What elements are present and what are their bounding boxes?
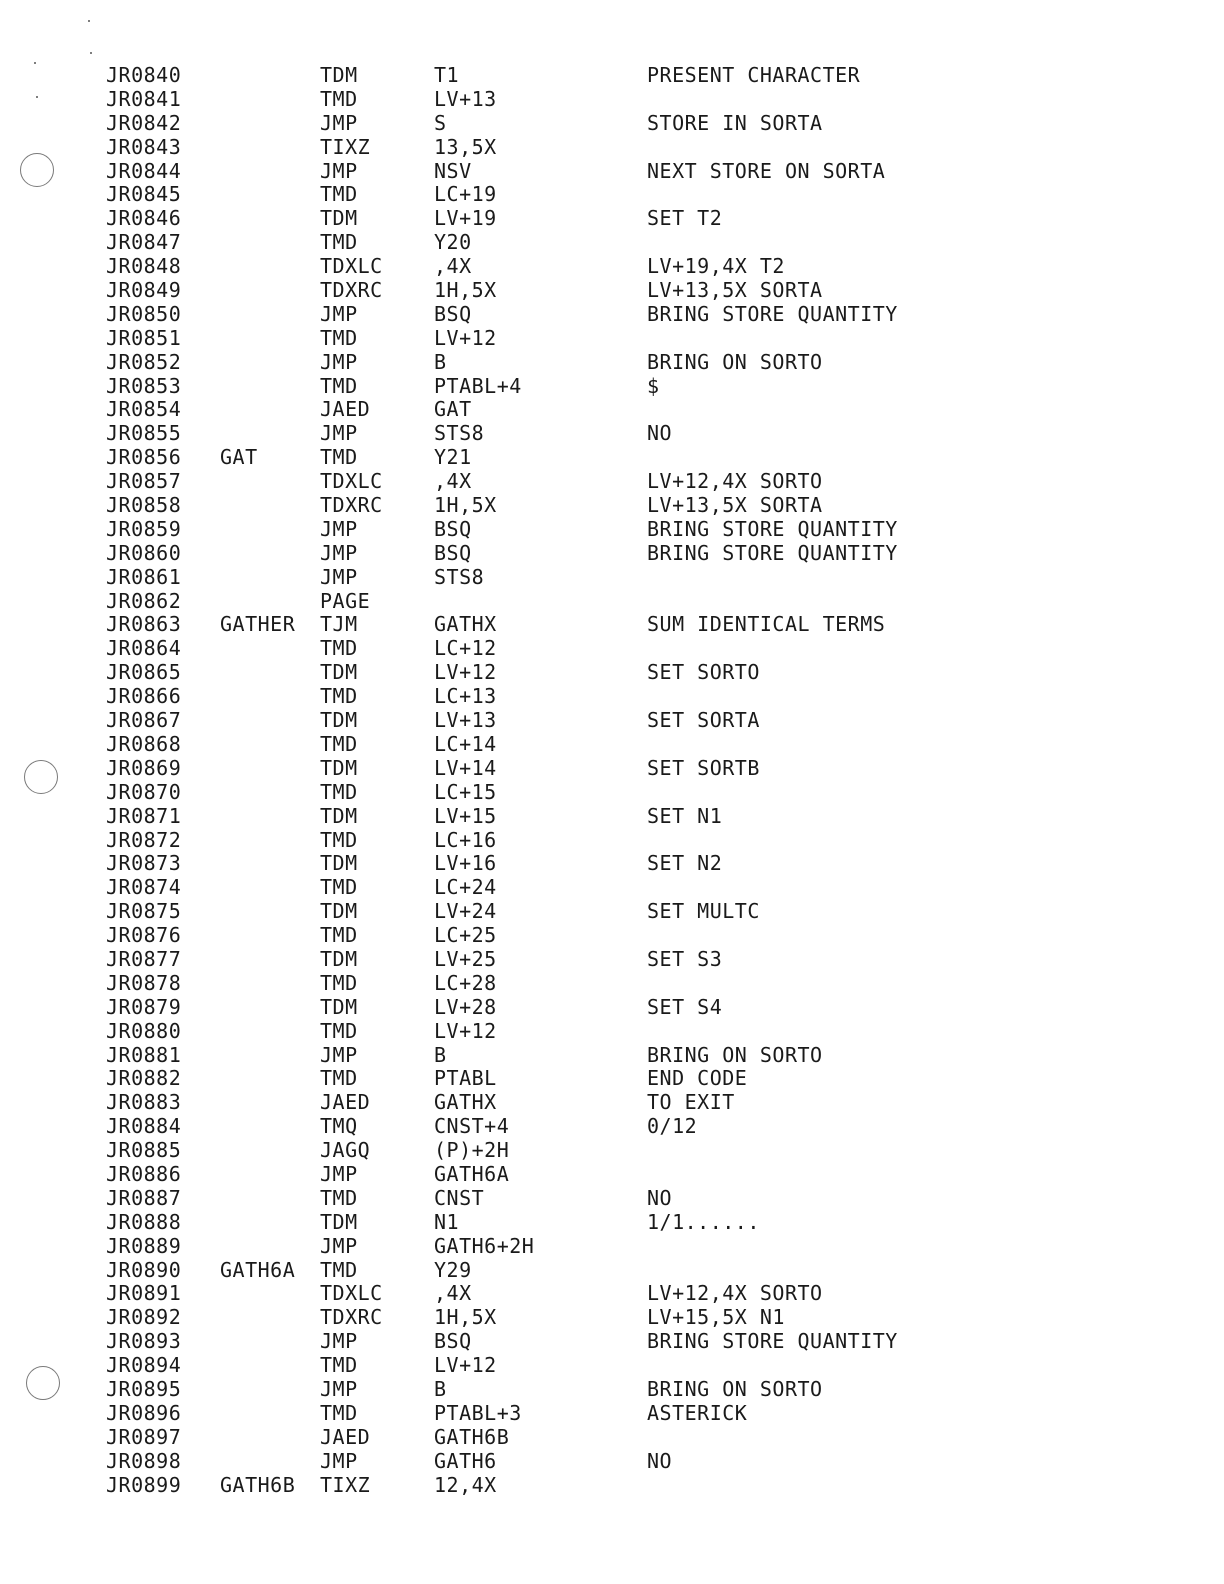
- sequence-number: JR0843: [106, 134, 182, 159]
- opcode: TMD: [320, 86, 358, 111]
- comment: BRING STORE QUANTITY: [647, 516, 898, 541]
- operand: LV+24: [434, 899, 497, 924]
- opcode: TDXRC: [320, 1305, 383, 1330]
- operand: LC+25: [434, 923, 497, 948]
- comment: BRING ON SORTO: [647, 349, 823, 374]
- sequence-number: JR0887: [106, 1185, 182, 1210]
- operand: LV+25: [434, 946, 497, 971]
- sequence-number: JR0858: [106, 493, 182, 518]
- operand: LC+24: [434, 875, 497, 900]
- symbol-label: GATHER: [220, 612, 296, 637]
- comment: NO: [647, 421, 673, 446]
- sequence-number: JR0897: [106, 1424, 182, 1449]
- operand: LC+28: [434, 970, 497, 995]
- opcode: TDM: [320, 994, 358, 1019]
- comment: BRING STORE QUANTITY: [647, 1329, 898, 1354]
- sequence-number: JR0869: [106, 755, 182, 780]
- sequence-number: JR0883: [106, 1090, 182, 1115]
- sequence-number: JR0846: [106, 206, 182, 231]
- sequence-number: JR0847: [106, 230, 182, 255]
- operand: LV+14: [434, 755, 497, 780]
- scan-speck: [36, 96, 38, 98]
- opcode: TIXZ: [320, 1472, 371, 1497]
- operand: BSQ: [434, 540, 472, 565]
- opcode: JMP: [320, 158, 358, 183]
- sequence-number: JR0892: [106, 1305, 182, 1330]
- opcode: TIXZ: [320, 134, 371, 159]
- operand: 12,4X: [434, 1472, 497, 1497]
- sequence-number: JR0870: [106, 779, 182, 804]
- opcode: JMP: [320, 1161, 358, 1186]
- operand: LV+28: [434, 994, 497, 1019]
- sequence-number: JR0855: [106, 421, 182, 446]
- sequence-number: JR0891: [106, 1281, 182, 1306]
- opcode: TDM: [320, 660, 358, 685]
- opcode: TMD: [320, 445, 358, 470]
- punch-hole-bottom: [26, 1366, 60, 1400]
- operand: LV+16: [434, 851, 497, 876]
- opcode: TDM: [320, 708, 358, 733]
- scan-speck: [88, 20, 90, 22]
- opcode: TMD: [320, 875, 358, 900]
- sequence-number: JR0841: [106, 86, 182, 111]
- operand: Y21: [434, 445, 472, 470]
- opcode: JMP: [320, 516, 358, 541]
- sequence-number: JR0868: [106, 731, 182, 756]
- comment: 1/1......: [647, 1209, 760, 1234]
- opcode: JMP: [320, 1376, 358, 1401]
- sequence-number: JR0862: [106, 588, 182, 613]
- comment: LV+13,5X SORTA: [647, 493, 823, 518]
- operand: LV+12: [434, 1353, 497, 1378]
- opcode: TDM: [320, 899, 358, 924]
- sequence-number: JR0848: [106, 254, 182, 279]
- opcode: TMD: [320, 636, 358, 661]
- sequence-number: JR0893: [106, 1329, 182, 1354]
- comment: PRESENT CHARACTER: [647, 63, 861, 87]
- comment: SET N1: [647, 803, 723, 828]
- sequence-number: JR0860: [106, 540, 182, 565]
- opcode: TDM: [320, 946, 358, 971]
- comment: NO: [647, 1448, 673, 1473]
- sequence-number: JR0853: [106, 373, 182, 398]
- sequence-number: JR0863: [106, 612, 182, 637]
- comment: LV+12,4X SORTO: [647, 1281, 823, 1306]
- sequence-number: JR0889: [106, 1233, 182, 1258]
- sequence-number: JR0879: [106, 994, 182, 1019]
- sequence-number: JR0894: [106, 1353, 182, 1378]
- sequence-number: JR0872: [106, 827, 182, 852]
- sequence-number: JR0876: [106, 923, 182, 948]
- operand: LV+12: [434, 1018, 497, 1043]
- opcode: TDXRC: [320, 278, 383, 303]
- comment: SET MULTC: [647, 899, 760, 924]
- sequence-number: JR0886: [106, 1161, 182, 1186]
- sequence-number: JR0871: [106, 803, 182, 828]
- sequence-number: JR0851: [106, 325, 182, 350]
- comment: LV+15,5X N1: [647, 1305, 785, 1330]
- operand: STS8: [434, 564, 485, 589]
- opcode: TMD: [320, 1018, 358, 1043]
- operand: S: [434, 110, 447, 135]
- operand: LC+16: [434, 827, 497, 852]
- opcode: PAGE: [320, 588, 371, 613]
- sequence-number: JR0877: [106, 946, 182, 971]
- sequence-number: JR0878: [106, 970, 182, 995]
- sequence-number: JR0885: [106, 1138, 182, 1163]
- operand: STS8: [434, 421, 485, 446]
- comment: SET T2: [647, 206, 723, 231]
- sequence-number: JR0884: [106, 1114, 182, 1139]
- opcode: TMD: [320, 684, 358, 709]
- opcode: TDM: [320, 755, 358, 780]
- comment: LV+13,5X SORTA: [647, 278, 823, 303]
- operand: 1H,5X: [434, 278, 497, 303]
- sequence-number: JR0888: [106, 1209, 182, 1234]
- opcode: TMD: [320, 373, 358, 398]
- operand: GATH6: [434, 1448, 497, 1473]
- comment: SET S4: [647, 994, 723, 1019]
- opcode: TMD: [320, 1353, 358, 1378]
- operand: (P)+2H: [434, 1138, 510, 1163]
- operand: LV+12: [434, 660, 497, 685]
- comment: STORE IN SORTA: [647, 110, 823, 135]
- sequence-number: JR0890: [106, 1257, 182, 1282]
- comment: TO EXIT: [647, 1090, 735, 1115]
- operand: LV+13: [434, 708, 497, 733]
- operand: LV+12: [434, 325, 497, 350]
- operand: B: [434, 1376, 447, 1401]
- operand: GAT: [434, 397, 472, 422]
- sequence-number: JR0880: [106, 1018, 182, 1043]
- sequence-number: JR0873: [106, 851, 182, 876]
- scan-speck: [90, 52, 92, 54]
- sequence-number: JR0867: [106, 708, 182, 733]
- opcode: TMD: [320, 970, 358, 995]
- opcode: TDM: [320, 851, 358, 876]
- opcode: JMP: [320, 564, 358, 589]
- operand: GATHX: [434, 1090, 497, 1115]
- sequence-number: JR0849: [106, 278, 182, 303]
- operand: ,4X: [434, 254, 472, 279]
- opcode: TDXRC: [320, 493, 383, 518]
- sequence-number: JR0850: [106, 301, 182, 326]
- opcode: JMP: [320, 540, 358, 565]
- comment: LV+12,4X SORTO: [647, 469, 823, 494]
- sequence-number: JR0859: [106, 516, 182, 541]
- comment: BRING STORE QUANTITY: [647, 540, 898, 565]
- punch-hole-top: [20, 153, 54, 187]
- sequence-number: JR0842: [106, 110, 182, 135]
- operand: GATH6A: [434, 1161, 510, 1186]
- operand: GATH6B: [434, 1424, 510, 1449]
- symbol-label: GAT: [220, 445, 258, 470]
- operand: LV+19: [434, 206, 497, 231]
- operand: PTABL+4: [434, 373, 522, 398]
- operand: N1: [434, 1209, 460, 1234]
- opcode: JMP: [320, 1448, 358, 1473]
- operand: Y20: [434, 230, 472, 255]
- sequence-number: JR0865: [106, 660, 182, 685]
- opcode: JAED: [320, 1424, 371, 1449]
- opcode: JAED: [320, 397, 371, 422]
- opcode: JMP: [320, 1329, 358, 1354]
- operand: CNST: [434, 1185, 485, 1210]
- comment: LV+19,4X T2: [647, 254, 785, 279]
- opcode: JMP: [320, 1042, 358, 1067]
- operand: PTABL: [434, 1066, 497, 1091]
- opcode: TMD: [320, 182, 358, 207]
- operand: LV+13: [434, 86, 497, 111]
- sequence-number: JR0898: [106, 1448, 182, 1473]
- comment: NEXT STORE ON SORTA: [647, 158, 886, 183]
- operand: LC+15: [434, 779, 497, 804]
- opcode: TDM: [320, 63, 358, 87]
- sequence-number: JR0881: [106, 1042, 182, 1067]
- operand: LC+12: [434, 636, 497, 661]
- opcode: JAED: [320, 1090, 371, 1115]
- operand: GATHX: [434, 612, 497, 637]
- opcode: TDXLC: [320, 254, 383, 279]
- operand: GATH6+2H: [434, 1233, 535, 1258]
- opcode: TMD: [320, 1185, 358, 1210]
- comment: ASTERICK: [647, 1400, 748, 1425]
- scan-speck: [34, 62, 36, 64]
- sequence-number: JR0875: [106, 899, 182, 924]
- comment: $: [647, 373, 660, 398]
- opcode: TDM: [320, 206, 358, 231]
- operand: LC+19: [434, 182, 497, 207]
- comment: SET S3: [647, 946, 723, 971]
- symbol-label: GATH6B: [220, 1472, 296, 1497]
- sequence-number: JR0845: [106, 182, 182, 207]
- comment: SET SORTO: [647, 660, 760, 685]
- opcode: TMD: [320, 1257, 358, 1282]
- operand: CNST+4: [434, 1114, 510, 1139]
- operand: B: [434, 1042, 447, 1067]
- operand: Y29: [434, 1257, 472, 1282]
- operand: ,4X: [434, 1281, 472, 1306]
- operand: T1: [434, 63, 460, 87]
- opcode: TMD: [320, 1400, 358, 1425]
- operand: BSQ: [434, 1329, 472, 1354]
- opcode: TMD: [320, 325, 358, 350]
- opcode: TMD: [320, 1066, 358, 1091]
- comment: BRING ON SORTO: [647, 1376, 823, 1401]
- opcode: TJM: [320, 612, 358, 637]
- operand: LC+14: [434, 731, 497, 756]
- sequence-number: JR0895: [106, 1376, 182, 1401]
- sequence-number: JR0882: [106, 1066, 182, 1091]
- operand: 1H,5X: [434, 493, 497, 518]
- sequence-number: JR0864: [106, 636, 182, 661]
- operand: B: [434, 349, 447, 374]
- opcode: TMD: [320, 779, 358, 804]
- operand: 13,5X: [434, 134, 497, 159]
- comment: SET N2: [647, 851, 723, 876]
- comment: 0/12: [647, 1114, 698, 1139]
- sequence-number: JR0874: [106, 875, 182, 900]
- opcode: JMP: [320, 349, 358, 374]
- opcode: TDM: [320, 1209, 358, 1234]
- opcode: TMD: [320, 827, 358, 852]
- opcode: JMP: [320, 110, 358, 135]
- comment: SET SORTB: [647, 755, 760, 780]
- comment: NO: [647, 1185, 673, 1210]
- opcode: JAGQ: [320, 1138, 371, 1163]
- sequence-number: JR0866: [106, 684, 182, 709]
- operand: PTABL+3: [434, 1400, 522, 1425]
- comment: BRING ON SORTO: [647, 1042, 823, 1067]
- sequence-number: JR0854: [106, 397, 182, 422]
- sequence-number: JR0852: [106, 349, 182, 374]
- opcode: TDXLC: [320, 469, 383, 494]
- sequence-number: JR0861: [106, 564, 182, 589]
- opcode: TMD: [320, 731, 358, 756]
- comment: SUM IDENTICAL TERMS: [647, 612, 886, 637]
- sequence-number: JR0899: [106, 1472, 182, 1497]
- operand: NSV: [434, 158, 472, 183]
- comment: END CODE: [647, 1066, 748, 1091]
- opcode: TDXLC: [320, 1281, 383, 1306]
- opcode: JMP: [320, 421, 358, 446]
- symbol-label: GATH6A: [220, 1257, 296, 1282]
- operand: 1H,5X: [434, 1305, 497, 1330]
- comment: BRING STORE QUANTITY: [647, 301, 898, 326]
- operand: ,4X: [434, 469, 472, 494]
- operand: BSQ: [434, 301, 472, 326]
- operand: BSQ: [434, 516, 472, 541]
- sequence-number: JR0844: [106, 158, 182, 183]
- sequence-number: JR0896: [106, 1400, 182, 1425]
- operand: LV+15: [434, 803, 497, 828]
- opcode: TMQ: [320, 1114, 358, 1139]
- operand: LC+13: [434, 684, 497, 709]
- sequence-number: JR0840: [106, 63, 182, 87]
- opcode: JMP: [320, 1233, 358, 1258]
- opcode: TMD: [320, 923, 358, 948]
- sequence-number: JR0856: [106, 445, 182, 470]
- punch-hole-middle: [24, 760, 58, 794]
- sequence-number: JR0857: [106, 469, 182, 494]
- opcode: JMP: [320, 301, 358, 326]
- comment: SET SORTA: [647, 708, 760, 733]
- opcode: TDM: [320, 803, 358, 828]
- opcode: TMD: [320, 230, 358, 255]
